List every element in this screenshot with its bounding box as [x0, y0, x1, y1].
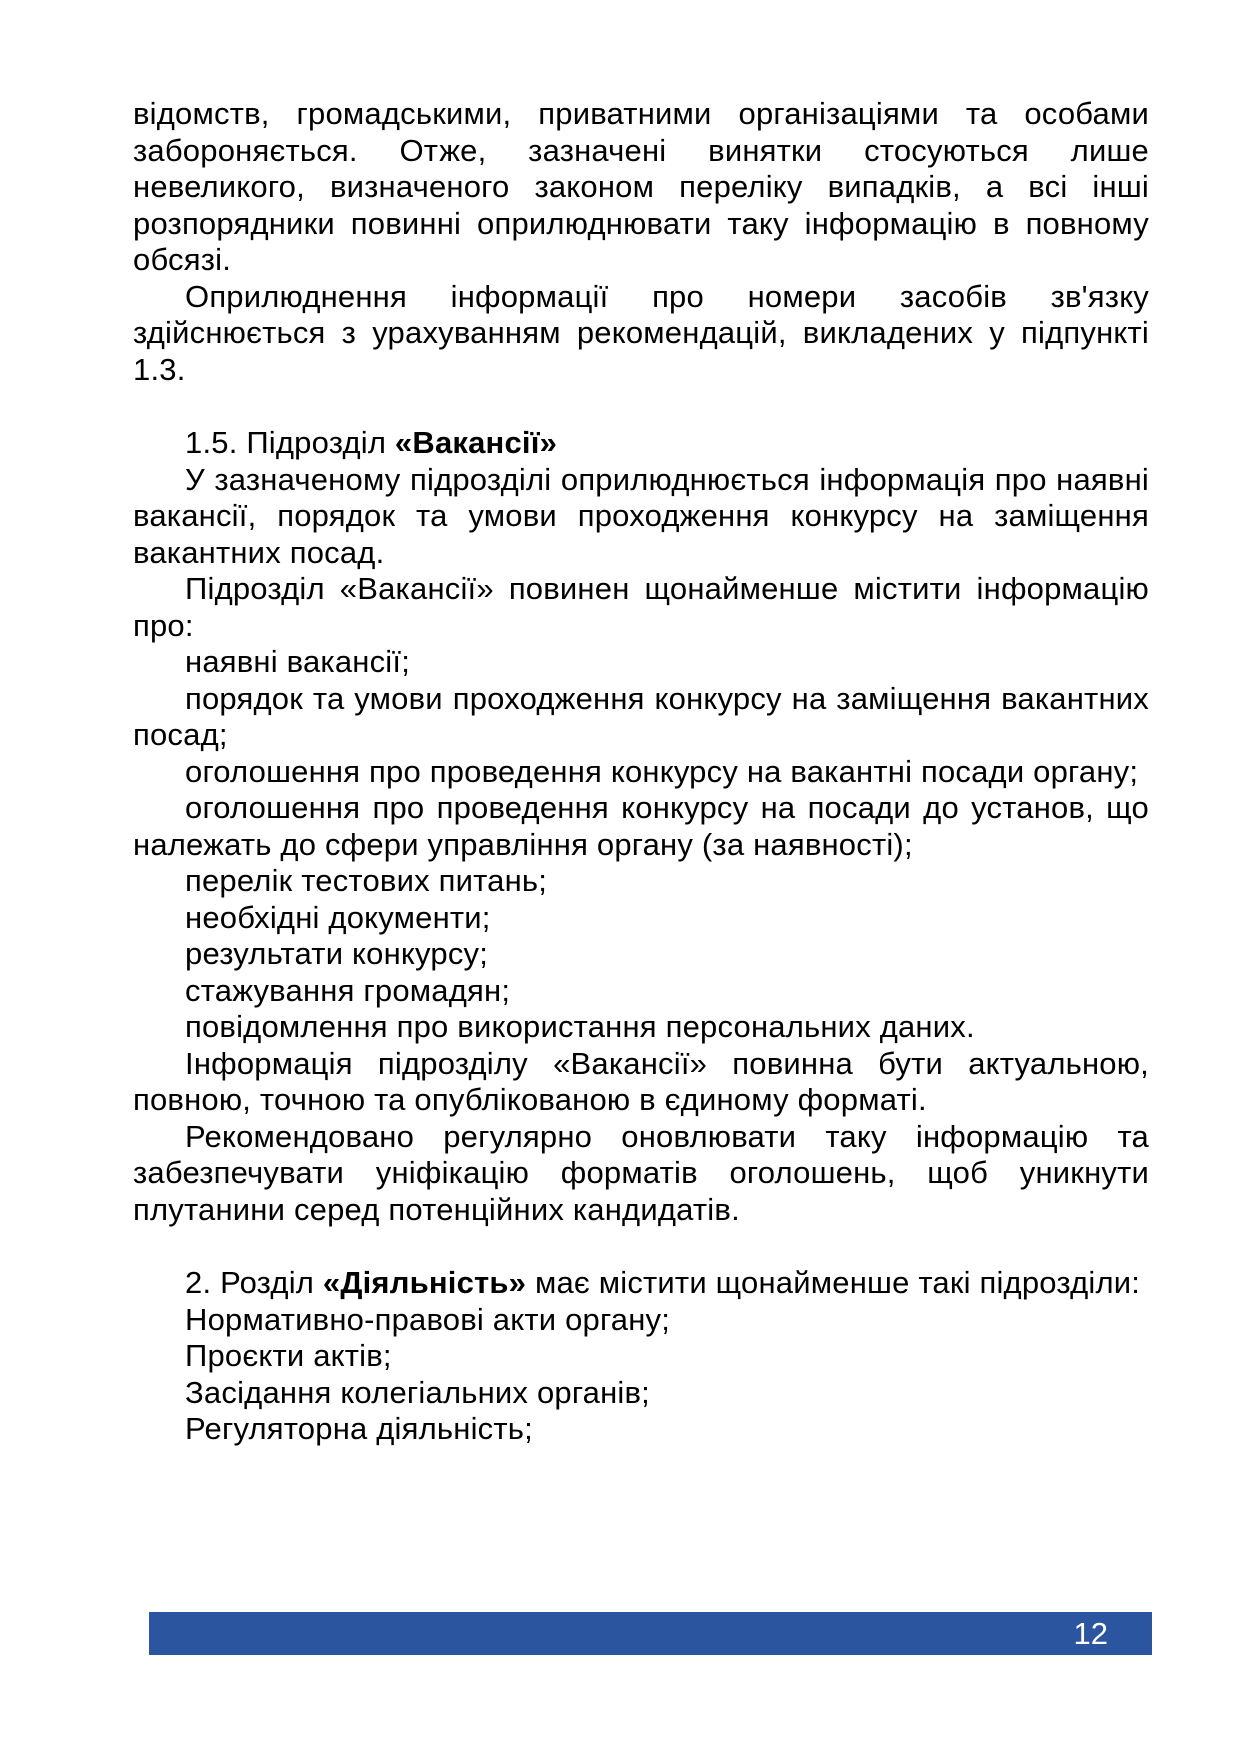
text-run: має містити щонайменше такі підрозділи:: [526, 1265, 1141, 1300]
paragraph: повідомлення про використання персональних даних.: [185, 1009, 975, 1044]
paragraph: [133, 1265, 1149, 1302]
paragraph: необхідні документи;: [185, 899, 491, 935]
paragraph: Нормативно-правові акти органу;: [185, 1301, 671, 1337]
document-body: [133, 96, 1149, 1448]
paragraph: Рекомендовано регулярно оновлювати таку інформацію та забезпечувати уніфікацію форматів оголошень, щоб уникнути плутанини серед потенційних кандидатів.: [133, 1118, 1149, 1227]
paragraph: оголошення про проведення конкурсу на посади до установ, що належать до сфери управління органу (за наявності);: [133, 790, 1149, 862]
footer-bar: [149, 1612, 1152, 1655]
paragraph: наявні вакансії;: [185, 644, 411, 679]
paragraph: Оприлюднення інформації про номери засобів зв'язку здійснюється з урахуванням рекомендацій, викладених у підпункті 1.3.: [133, 278, 1149, 387]
paragraph: Засідання колегіальних органів;: [185, 1374, 650, 1410]
paragraph: Регуляторна діяльність;: [185, 1411, 533, 1446]
paragraph: стажування громадян;: [185, 972, 511, 1008]
paragraph: відомств, громадськими, приватними організаціями та особами забороняється. Отже, зазначені винятки стосуються лише невеликого, визначеного законом переліку випадків, а всі інші розпорядники повинні оприлюднювати таку інформацію в повному обсязі.: [133, 96, 1149, 277]
bold-text-run: «Вакансії»: [394, 425, 558, 460]
text-run: 2. Розділ: [185, 1265, 323, 1300]
paragraph: оголошення про проведення конкурсу на вакантні посади органу;: [185, 753, 1139, 789]
paragraph: [133, 425, 1149, 462]
paragraph: перелік тестових питань;: [185, 863, 548, 898]
text-run: 1.5. Підрозділ: [185, 425, 395, 460]
bold-text-run: «Діяльність»: [322, 1265, 527, 1300]
page-number: 12: [1073, 1616, 1108, 1651]
paragraph-spacer: [133, 1228, 1149, 1265]
paragraph-spacer: [133, 388, 1149, 425]
paragraph: Підрозділ «Вакансії» повинен щонайменше містити інформацію про:: [133, 571, 1149, 643]
paragraph: У зазначеному підрозділі оприлюднюється інформація про наявні вакансії, порядок та умови проходження конкурсу на заміщення вакантних посад.: [133, 461, 1149, 570]
paragraph: Проєкти актів;: [185, 1338, 392, 1373]
paragraph: Інформація підрозділу «Вакансії» повинна бути актуальною, повною, точною та опублікованою в єдиному форматі.: [133, 1045, 1149, 1117]
paragraph: порядок та умови проходження конкурсу на заміщення вакантних посад;: [133, 680, 1149, 752]
paragraph: результати конкурсу;: [185, 936, 489, 971]
